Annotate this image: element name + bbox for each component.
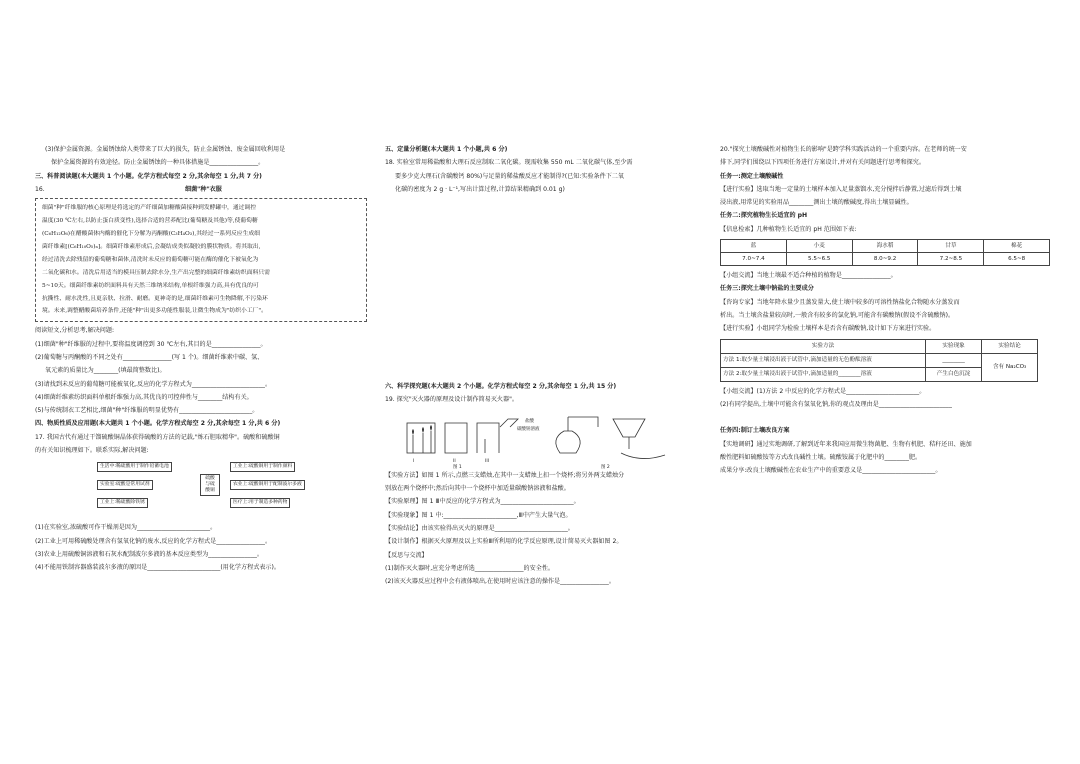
passage-line: 二氧化碳和水。清洗后用适当的模具压制去除水分,生产出完整的细菌纤维素纺织面料只需 (42, 269, 270, 276)
column-right (720, 143, 1050, 478)
text-line: (2)葡萄糖与丙酮酸的不同之处有________________(写 1 个)。细菌纤维素中碳、氢、 (35, 353, 264, 361)
table-cell: 棉花 (984, 240, 1050, 253)
text-line: (1)细菌"种"纤维服的过程中,要将温度调控到 30 ℃左右,其目的是________________。 (35, 340, 267, 348)
question-16-header (35, 183, 367, 196)
article-title: 细菌"种"衣服 (185, 185, 222, 193)
text-line: (4)细菌纤维素纺织面料单根纤维强力高,其优良的可控伸性与________结构有关。 (35, 393, 253, 401)
table-cell: ________ (926, 353, 982, 367)
text-line: 排下,同学们围绕以下四项任务进行方案设计,并对有关问题进行思考和探究。 (720, 159, 925, 167)
text-line: 酸性肥料如硫酸铵等方式改良碱性土壤。硫酸铵属于化肥中的________肥。 (720, 454, 922, 462)
text-line: 【反思与交流】 (385, 551, 428, 559)
text-line: 【设计制作】根据灭火原理及以上实验Ⅲ所利用的化学反应原理,设计简易灭火器如图 2。 (385, 538, 623, 546)
passage-line: 温度(30 ℃左右,以防止蛋白质变性),选择合适的营养配比(葡萄糖及其他)等,使葡萄糖 (42, 218, 258, 225)
passage-line: 境。未来,调整醋酸菌培养条件,还能"种"出更多功能性服装,让微生物成为"纺织小工厂"。 (42, 308, 267, 315)
figure-label: II (453, 458, 456, 464)
answer-space (385, 196, 705, 380)
text-line: 【小组交流】(1)方法 2 中反应的化学方程式是________________________。 (720, 387, 926, 395)
text-line: 【进行实验】选取当地一定量的土壤样本加入足量蒸馏水,充分搅拌后静置,过滤后得到土壤 (720, 185, 962, 193)
text-line: 别放在两个烧杯中;然后向其中一个烧杯中加适量碳酸钠溶液和盐酸。 (385, 485, 570, 493)
table-cell: 方法 1:取少量土壤浸出液于试管中,滴加适量的无色酚酞溶液 (721, 353, 926, 367)
text-line: 19. 探究"灭火器的原理及设计制作简易灭火器"。 (385, 396, 519, 404)
table-header: 实验方法 (721, 339, 926, 353)
figure-label: III (485, 458, 489, 464)
experiment-table (720, 339, 1038, 382)
text-line: 阅读短文,分析思考,解决问题: (35, 327, 115, 335)
figure-label: I (413, 458, 415, 464)
table-cell: 7.2~8.5 (918, 253, 984, 266)
text-line: (2)工业上可用稀硫酸处理含有氢氧化钠的废水,反应的化学方程式是________________。 (35, 537, 272, 545)
column-middle (385, 143, 705, 588)
column-left (35, 143, 367, 575)
table-cell: 5.5~6.5 (786, 253, 852, 266)
table-cell: 蓝 (721, 240, 787, 253)
map-box: 农业上:硫酸铜用于配制波尔多液 (230, 480, 305, 490)
text-line: 18. 实验室常用稀盐酸和大理石反应制取二氧化碳。现需收集 550 mL 二氧化碳气体,至少需 (385, 159, 633, 167)
table-cell: 甘草 (918, 240, 984, 253)
text-line: (3)请找到未反应的葡萄糖可能被氧化,反应的化学方程式为________________________。 (35, 380, 272, 388)
map-box: 医疗上:用于制造多种药物 (230, 498, 290, 508)
task-heading: 任务三:探究土壤中钠盐的主要成分 (720, 285, 814, 293)
knowledge-map (35, 460, 367, 518)
section-heading: 五、定量分析题(本大题共 1 个小题,共 6 分) (385, 146, 508, 153)
text-line: (2)有同学提出,土壤中可能含有氢氧化钠,你的观点及理由是________________________ (720, 400, 952, 408)
passage-line: 5~10天。细菌纤维素纺织面料具有天然三维纳米结构,单根纤维强力高,具有优良的可 (42, 282, 259, 289)
passage-line: 菌纤维素[(C₆H₁₀O₅)ₙ]。细菌纤维素形成后,会凝结成类似凝胶的膜状物质。将其取出, (42, 243, 261, 250)
section-heading: 六、科学探究题(本大题共 2 个小题。化学方程式每空 2 分,其余每空 1 分,共 15 分) (385, 383, 617, 391)
text-line: 化碳的密度为 2 g · L⁻¹,写出计算过程,计算结果精确到 0.01 g) (395, 185, 565, 193)
text-line: 17. 我国古代有通过干馏硫酸铜晶体获得硫酸的方法的记载,"炼石胆取精华"。硫酸和硫酸铜 (35, 433, 280, 441)
fig2-caption: 图 2 (601, 464, 610, 470)
table-row (721, 339, 1038, 353)
text-line: 的有关知识梳理如下。联系实际,解决问题: (35, 447, 149, 455)
text-line: 【实地调研】通过实地调研,了解到近年来我国应用微生物菌肥、生物有机肥、秸秆还田、施加 (720, 440, 972, 448)
figure-area (385, 409, 705, 470)
section-heading: 四、物质性质及应用题(本大题共 1 个小题。化学方程式每空 2 分,其余每空 1 分,共 6 分) (35, 420, 281, 428)
text-line: 【实验原理】图 1 Ⅲ中反应的化学方程式为________________________。 (385, 498, 580, 506)
table-row (721, 240, 1050, 253)
map-box: 实验室:硫酸是常用试剂 (97, 480, 153, 490)
text-line: 保护金属资源的有效途径。防止金属锈蚀的一种具体措施是________________。 (51, 159, 265, 167)
blank-line (720, 411, 1050, 424)
text-line: 【实验方法】如图 1 所示,点燃三支蜡烛,在其中一支蜡烛上扣一个烧杯;将另外两支蜡烛分 (385, 471, 625, 479)
ph-table (720, 239, 1050, 266)
passage-line: 经过清洗去除残留的葡萄糖和菌体,清洗时未反应的葡萄糖可能在酶的催化下被氧化为 (42, 256, 259, 263)
text-line: (1)制作灭火器时,应充分考虑所选________________的安全性。 (385, 564, 555, 572)
text-line: 氧元素的质量比为________(填最简整数比)。 (45, 367, 166, 375)
label-acid: 盐酸 (525, 418, 534, 424)
text-line: (2)该灭火器反应过程中会有液体喷出,在使用时应该注意的操作是________________。 (385, 578, 615, 586)
map-box: 生活中:稀硫酸用于制作铅蓄电池 (97, 462, 172, 472)
table-cell: 含有 Na₂CO₃ (982, 353, 1038, 381)
task-heading: 任务二:探究植物生长适宜的 pH (720, 212, 808, 220)
table-header: 实验现象 (926, 339, 982, 353)
fig1-caption: 图 1 (453, 464, 462, 470)
task-heading: 任务四:制订土壤改良方案 (720, 427, 790, 435)
table-cell: 8.0~9.2 (852, 253, 918, 266)
text-line: 浸出液,用常见的实验用品________测出土壤的酸碱度,得出土壤显碱性。 (720, 199, 913, 207)
table-cell: 7.0~7.4 (721, 253, 787, 266)
text-line: (5)与传统制衣工艺相比,细菌"种"纤维服的明显优势有________________________。 (35, 407, 259, 415)
text-line: 【小组交流】当地土壤最不适合种植的植物是________________。 (720, 272, 897, 280)
text-line: 析出。当土壤含盐量较高时,一般含有较多的氯化钠,可能含有碳酸钠(假设不含硫酸钠)。 (720, 311, 955, 319)
table-header: 实验结论 (982, 339, 1038, 353)
table-row (721, 353, 1038, 367)
task-heading: 任务一:测定土壤酸碱性 (720, 172, 784, 180)
question-number: 16. (35, 185, 45, 193)
text-line: 【实验结论】由该实验得出灭火的原理是________________________。 (385, 524, 574, 532)
map-box: 工业上:稀硫酸除铁锈 (97, 498, 148, 508)
text-line: 【信息检索】几种植物生长适宜的 pH 范围如下表: (720, 225, 857, 233)
text-line: 【实验现象】图 1 中:________________________,Ⅲ中产生大量气泡。 (385, 511, 572, 519)
passage-line: 细菌"种"纤维服的核心原理是将选定的产纤细菌加糖酸菌接种到发酵罐中，通过调控 (42, 205, 257, 212)
table-cell: 海水稻 (852, 240, 918, 253)
text-line: (3)农业上用硫酸铜溶液和石灰水配制波尔多液的基本反应类型为________________。 (35, 550, 264, 558)
map-box: 工业上:硫酸铜用于制作颜料 (230, 462, 295, 472)
reading-passage (35, 198, 367, 322)
table-row (721, 253, 1050, 266)
table-cell: 产生白色沉淀 (926, 367, 982, 381)
text-line: 【进行实验】小组同学为检验土壤样本是否含有碳酸钠,设计如下方案进行实验。 (720, 325, 936, 333)
text-line: 20."探究土壤酸碱性对植物生长的影响"是跨学科实践活动的一个重要内容。在老师的统一安 (720, 146, 967, 153)
table-cell: 6.5~8 (984, 253, 1050, 266)
text-line: (1)在实验室,浓硫酸可作干燥剂是因为________________________。 (35, 524, 217, 532)
text-line: 成果分享:改良土壤酸碱性在农业生产中的重要意义是________________________。 (720, 467, 942, 475)
label-solution: 碳酸钠溶液 (517, 426, 540, 432)
text-line: 要多少克大理石(含碳酸钙 80%)与足量的稀盐酸反应才能制得?(已知:实验条件下二氧 (395, 172, 624, 180)
table-cell: 方法 2:取少量土壤浸出液于试管中,滴加适量的________溶液 (721, 367, 926, 381)
section-heading: 三、科普阅读题(本大题共 1 个小题。化学方程式每空 2 分,其余每空 1 分,共 7 分) (35, 172, 262, 180)
passage-line: 抗撕性、耐水洗性,且更亲肤、拉滑、耐磨。更神奇的是,细菌纤维素可生物降解,不污染环 (42, 295, 268, 302)
experiment-figures (385, 409, 705, 467)
map-center: 硫酸与硫酸铜 (200, 474, 220, 496)
passage-line: (C₆H₁₂O₆)在醋酸菌体内酶的催化下分解为丙酮酸(C₃H₄O₃),其经过一系列反应生成细 (42, 231, 260, 237)
text-line: (4)不能用铁制容器盛装波尔多液的原因是________________________(用化学方程式表示)。 (35, 564, 280, 572)
text-line: (3)保护金属资源。金属锈蚀给人类带来了巨大的损失，防止金属锈蚀、废金属回收利用是 (45, 146, 286, 153)
table-cell: 小麦 (786, 240, 852, 253)
text-line: 【咨询专家】当地年降水量少且蒸发量大,使土壤中较多的可溶性钠盐化合物随水分蒸发而 (720, 298, 960, 306)
